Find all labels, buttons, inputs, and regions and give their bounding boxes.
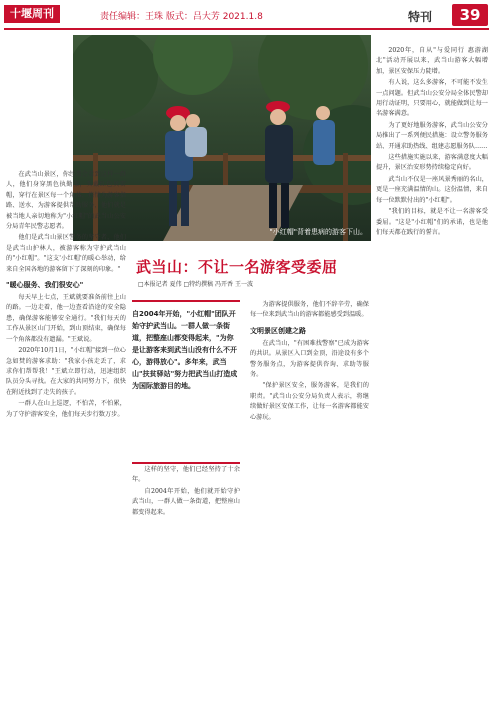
paragraph: 在武当山，"有困难找警察"已成为游客的共识。从景区入口到金顶，沿途设有多个警务服务点，为游客提供咨询、求助等服务。 — [250, 339, 369, 379]
paragraph: 在武当山景区，你经常会看到这样一群人，他们身穿黑色执勤服，头戴红色贝雷帽，穿行在景区每一个角落，热情为游客指路、送水、为游客提供帮助服务，他们就是被当地人亲切地称为"小红帽"的武当山公安分局青年民警志愿者。 — [6, 171, 126, 231]
subheading: 文明景区创建之路 — [250, 326, 306, 335]
pull-quote-box — [132, 300, 240, 464]
paragraph: 有人说，这么多游客，不可能不发生一点问题。但武当山公安分局全体民警却用行动证明，只要用心，就能做到让每一名游客满意。 — [376, 79, 488, 118]
paragraph: 这样的坚守，他们已经坚持了十余年。 — [132, 466, 240, 484]
paragraph: 这些措施实施以来，游客满意度大幅提升，景区治安形势持续稳定向好。 — [376, 154, 488, 172]
article-column-2 — [132, 465, 240, 695]
paragraph: 为游客提供服务，他们不辞辛劳，确保每一位来到武当山的游客都能感受到温暖。 — [250, 301, 369, 319]
paragraph: 每天早上七点，王斌就要准备前往上山的路。一边走着，他一边查看沿途的安全隐患，确保游客能够安全通行。"我们每天的工作从景区山门开始，到山顶结束，确保每一个角落都没有遗漏。"王斌说。 — [6, 294, 126, 343]
header-rule — [4, 28, 489, 30]
paragraph: 他们是武当山景区警务的坚守者，他们是武当山护林人，被游客称为守护武当山的"小红帽"。"这支'小红帽'的暖心举动，给来自全国各地的游客留下了深刻的印象。" — [6, 234, 126, 273]
article-byline: □本报记者 夏伟 □特约撰稿 冯开香 王一波 — [138, 281, 253, 288]
page-number: 39 — [452, 4, 488, 26]
publication-name: 十堰周刊 — [4, 5, 60, 23]
page-header — [0, 0, 493, 30]
article-column-1 — [6, 170, 126, 696]
paragraph: "保护景区安全，服务游客，是我们的职责。"武当山公安分局负责人表示，将继续做好景区安保工作，让每一名游客都能安心游玩。 — [250, 382, 369, 421]
paragraph: 一群人在山上巡逻，不怕苦，不怕累，为了守护游客安全，他们每天步行数万步。 — [6, 400, 126, 418]
article-column-4 — [376, 46, 488, 696]
article-headline: 武当山：不让一名游客受委屈 — [136, 258, 338, 276]
paragraph: 2020年，自从"与爱同行 惠游湖北"活动开展以来，武当山游客大幅增加，景区安保压力陡增。 — [376, 47, 488, 75]
paragraph: "我们的目标，就是不让一名游客受委屈。"这是"小红帽"们的承诺，也是他们每天都在践行的誓言。 — [376, 208, 488, 236]
pull-quote-text: 自2004年开始，"小红帽"团队开始守护武当山。一群人做一条街道，把整座山都变得起来，"为你是让游客来到武当山没有什么不开心，游得放心"。多年来，武当山"扶贫驿站"努力把武当山打造成为国际旅游目的地。 — [132, 310, 238, 390]
editor-credits: 责任编辑：王珠 版式：吕大芳 2021.1.8 — [100, 12, 263, 22]
paragraph: 2020年10月1日，"小红帽"接到一位心急如焚的游客求助："我家小孩走丢了，求求你们帮帮我！"王斌立即行动，迅速组织队员分头寻找。在大家的共同努力下，很快在附近找到了走失的孩子。 — [6, 347, 126, 396]
article-column-3 — [250, 300, 369, 696]
section-label: 特刊 — [408, 10, 433, 24]
paragraph: 自2004年开始，他们就开始守护武当山，一群人做一条街道，把整座山都变得起来。 — [132, 487, 240, 516]
subheading: "暖心服务、我们很安心" — [6, 281, 84, 290]
photo-caption: "小红帽"背着患病的游客下山。 — [269, 228, 367, 236]
paragraph: 武当山不仅是一座风景秀丽的名山，更是一座充满温情的山。这份温情，来自每一位默默付出的"小红帽"。 — [376, 175, 488, 204]
paragraph: 为了更好地服务游客，武当山公安分局推出了一系列便民措施：设立警务服务站、开通求助热线、组建志愿服务队…… — [376, 121, 488, 150]
